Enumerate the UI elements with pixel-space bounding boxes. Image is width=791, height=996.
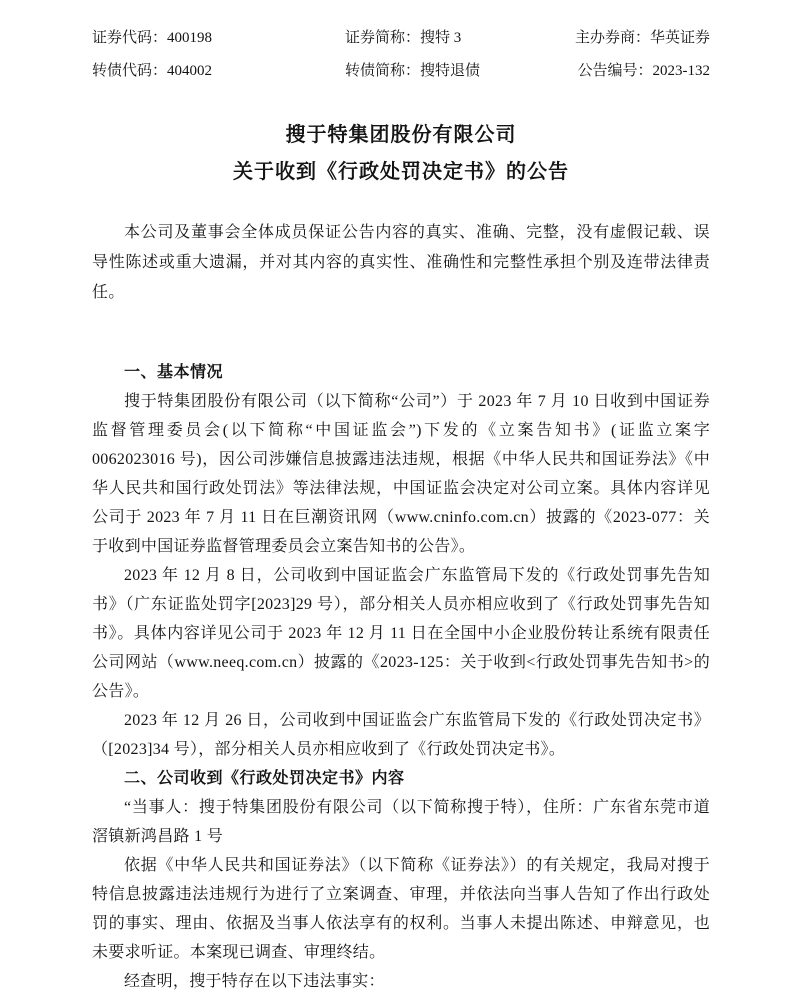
company-name: 搜于特集团股份有限公司 — [285, 124, 517, 146]
section-1-paragraph-1: 搜于特集团股份有限公司（以下简称“公司”）于 2023 年 7 月 10 日收到中国证券监督管理委员会(以下简称“中国证监会”)下发的《立案告知书》(证监立案字 0062023016 号)，因公司涉嫌信息披露违法违规，根据《中华人民共和国证券法》《中华人民共和国行政处罚法》等法律法规，中国证监会决定对公司立案。具体内容详见公司于 2023 年 7 月 11 日在巨潮资讯网（www.cninfo.com.cn）披露的《2023-077：关于收到中国证券监督管理委员会立案告知书的公告》。 — [92, 393, 710, 555]
bond-name: 转债简称：搜特退债 — [345, 63, 481, 79]
announcement-number: 公告编号：2023-132 — [577, 63, 710, 79]
disclaimer-paragraph: 本公司及董事会全体成员保证公告内容的真实、准确、完整，没有虚假记载、误导性陈述或重大遗漏，并对其内容的真实性、准确性和完整性承担个别及连带法律责任。 — [92, 224, 710, 301]
document-title — [92, 117, 710, 191]
section-1-paragraph-3: 2023 年 12 月 26 日，公司收到中国证监会广东监管局下发的《行政处罚决定书》（[2023]34 号），部分相关人员亦相应收到了《行政处罚决定书》。 — [92, 712, 710, 758]
sponsor-broker: 主办券商：华英证券 — [574, 30, 710, 46]
document-header — [92, 28, 710, 81]
security-code: 证券代码：400198 — [92, 30, 213, 46]
bond-code: 转债代码：404002 — [92, 63, 213, 79]
section-1-paragraph-2: 2023 年 12 月 8 日，公司收到中国证监会广东监管局下发的《行政处罚事先告知书》（广东证监处罚字[2023]29 号），部分相关人员亦相应收到了《行政处罚事先告知书》。具体内容详见公司于 2023 年 12 月 11 日在全国中小企业股份转让系统有限责任公司网站（www.neeq.com.cn）披露的《2023-125：关于收到<行政处罚事先告知书>的公告》。 — [92, 567, 710, 700]
document-body — [92, 358, 710, 996]
section-2-paragraph-3: 经查明，搜于特存在以下违法事实： — [124, 973, 385, 990]
announcement-subject: 关于收到《行政处罚决定书》的公告 — [233, 161, 569, 183]
section-2-paragraph-2: 依据《中华人民共和国证券法》（以下简称《证券法》）的有关规定，我局对搜于特信息披露违法违规行为进行了立案调查、审理，并依法向当事人告知了作出行政处罚的事实、理由、依据及当事人依法享有的权利。当事人未提出陈述、申辩意见，也未要求听证。本案现已调查、审理终结。 — [92, 857, 710, 961]
section-2-heading: 二、公司收到《行政处罚决定书》内容 — [124, 770, 405, 787]
security-name: 证券简称：搜特 3 — [345, 30, 462, 46]
header-row-1 — [92, 28, 710, 48]
section-2-paragraph-1: “当事人：搜于特集团股份有限公司（以下简称搜于特），住所：广东省东莞市道滘镇新鸿昌路 1 号 — [92, 799, 710, 845]
header-row-2 — [92, 61, 710, 81]
section-1-heading: 一、基本情况 — [124, 364, 224, 381]
